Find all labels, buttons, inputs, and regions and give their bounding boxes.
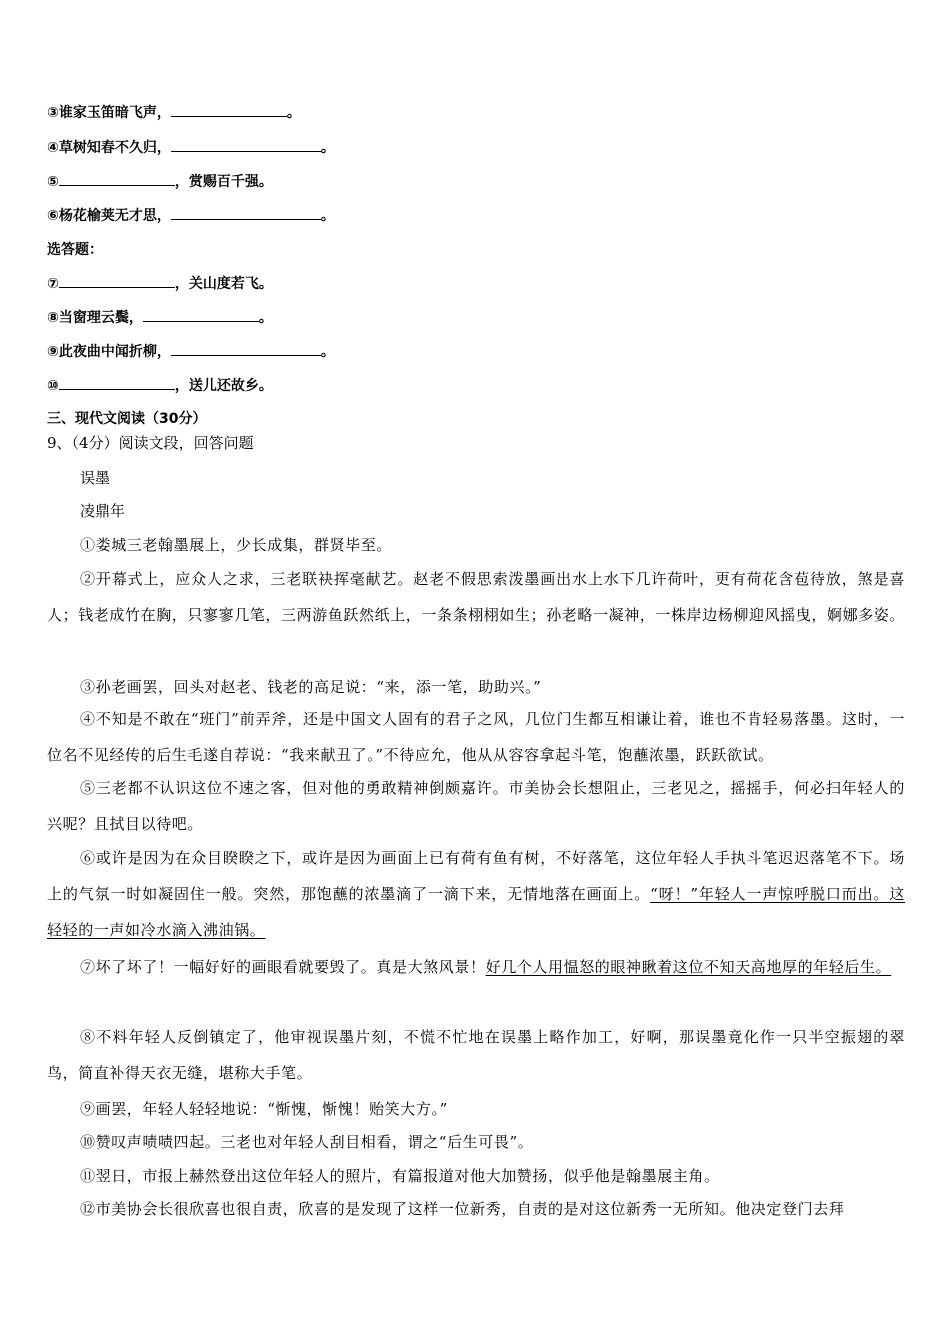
paragraph-5: ⑤三老都不认识这位不速之客，但对他的勇敢精神倒颇嘉许。市美协会长想阻止，三老见之，摇摇手，何必扫年轻人的兴呢？且拭目以待吧。: [47, 779, 905, 833]
optional-label: 选答题：: [47, 242, 103, 258]
poem-line-9: [47, 342, 335, 362]
item-number: ③: [47, 105, 59, 121]
answer-blank[interactable]: [59, 376, 175, 390]
paragraph-7-text: ⑦坏了坏了！一幅好好的画眼看就要毁了。真是大煞风景！: [80, 958, 486, 976]
item-number: ⑨: [47, 344, 59, 360]
item-number: ⑥: [47, 208, 59, 224]
answer-blank[interactable]: [171, 103, 287, 117]
line-text: 草树知春不久归，: [58, 140, 171, 156]
paragraph-12: ⑫市美协会长很欣喜也很自责，欣喜的是发现了这样一位新秀，自责的是对这位新秀一无所知。他决定登门去拜: [80, 1200, 845, 1218]
article-author: 凌鼎年: [80, 502, 126, 520]
question-prompt: 9、（4分）阅读文段，回答问题: [47, 434, 254, 452]
paragraph-4: ④不知是不敢在“班门”前弄斧，还是中国文人固有的君子之风，几位门生都互相谦让着，谁也不肯轻易落墨。这时，一位名不见经传的后生毛遂自荐说：“我来献丑了。”不待应允，他从从容容拿起斗笔，饱蘸浓墨，跃跃欲试。: [47, 710, 905, 764]
poem-line-4: [47, 138, 335, 158]
item-number: ⑩: [47, 378, 59, 394]
line-end: 。: [258, 310, 273, 326]
item-number: ⑦: [47, 276, 59, 292]
line-text: 此夜曲中闻折柳，: [58, 344, 171, 360]
poem-line-3: [47, 103, 301, 123]
line-end: 。: [320, 140, 335, 156]
line-text: 杨花榆荚无才思，: [58, 208, 171, 224]
answer-blank[interactable]: [59, 274, 175, 288]
section-heading: 三、现代文阅读（30分）: [47, 411, 207, 427]
line-text: 当窗理云鬓，: [58, 310, 143, 326]
poem-line-8: [47, 308, 273, 328]
poem-line-5: [47, 172, 273, 192]
line-end: 。: [286, 105, 301, 121]
paragraph-8: ⑧不料年轻人反倒镇定了，他审视误墨片刻，不慌不忙地在误墨上略作加工，好啊，那误墨竟化作一只半空振翅的翠鸟，简直补得天衣无缝，堪称大手笔。: [47, 1028, 905, 1082]
paragraph-1: ①娄城三老翰墨展上，少长成集，群贤毕至。: [80, 536, 393, 554]
poem-line-6: [47, 206, 335, 226]
line-text: 谁家玉笛暗飞声，: [58, 105, 171, 121]
poem-line-10: [47, 376, 273, 396]
poem-line-7: [47, 274, 273, 294]
line-text: ，关山度若飞。: [174, 276, 273, 292]
paragraph-7: [47, 949, 905, 985]
paragraph-10: ⑩赞叹声啧啧四起。三老也对年轻人刮目相看，谓之“后生可畏”。: [80, 1133, 534, 1151]
underlined-sentence-2: 好几个人用愠怒的眼神瞅着这位不知天高地厚的年轻后生。: [485, 958, 892, 976]
answer-blank[interactable]: [143, 308, 259, 322]
line-text: ，赏赐百千强。: [174, 174, 273, 190]
paragraph-6: [47, 840, 905, 948]
article-title: 误墨: [80, 469, 111, 487]
underlined-sentence-1: “呀！”年轻人一声惊呼脱口而出。这轻轻的一声如冷水滴入沸油锅。: [47, 885, 905, 939]
paragraph-9: ⑨画罢，年轻人轻轻地说：“惭愧，惭愧！贻笑大方。”: [80, 1100, 448, 1118]
item-number: ⑧: [47, 310, 59, 326]
paragraph-3: ③孙老画罢，回头对赵老、钱老的高足说：“来，添一笔，助助兴。”: [80, 678, 542, 696]
item-number: ⑤: [47, 174, 59, 190]
paragraph-2: ②开幕式上，应众人之求，三老联袂挥毫献艺。赵老不假思索泼墨画出水上水下几许荷叶，更有荷花含苞待放，煞是喜人；钱老成竹在胸，只寥寥几笔，三两游鱼跃然纸上，一条条栩栩如生；孙老略一凝神，一株岸边杨柳迎风摇曳，婀娜多姿。: [47, 570, 906, 624]
answer-blank[interactable]: [171, 206, 321, 220]
answer-blank[interactable]: [59, 172, 175, 186]
paragraph-6-text: ⑥或许是因为在众目睽睽之下，或许是因为画面上已有荷有鱼有树，不好落笔，这位年轻人手执斗笔迟迟落笔不下。场上的气氛一时如凝固住一般。突然，那饱蘸的浓墨滴了一滴下来，无情地落在画面上。: [47, 849, 905, 903]
answer-blank[interactable]: [171, 342, 321, 356]
line-end: 。: [320, 344, 335, 360]
answer-blank[interactable]: [171, 138, 321, 152]
item-number: ④: [47, 140, 59, 156]
line-text: ，送儿还故乡。: [174, 378, 273, 394]
line-end: 。: [320, 208, 335, 224]
paragraph-11: ⑪翌日，市报上赫然登出这位年轻人的照片，有篇报道对他大加赞扬，似乎他是翰墨展主角。: [80, 1167, 720, 1185]
